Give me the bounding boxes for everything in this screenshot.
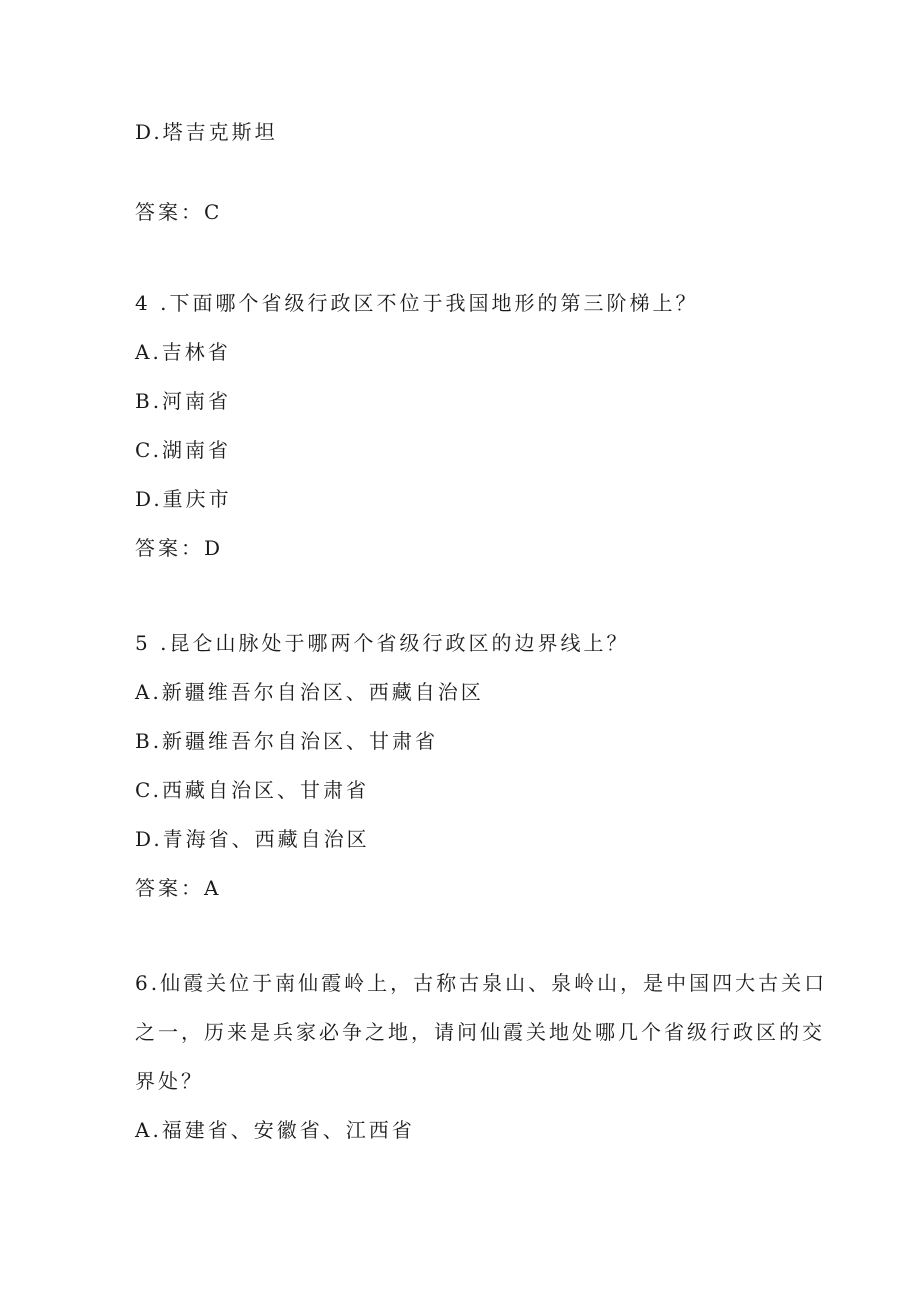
q5-option-d: D.青海省、西藏自治区 [135,827,370,851]
q3-answer: 答案：C [135,200,223,224]
q5-question: 5 .昆仑山脉处于哪两个省级行政区的边界线上？ [135,631,630,655]
q4-question: 4 .下面哪个省级行政区不位于我国地形的第三阶梯上？ [135,291,699,315]
q4-option-a: A.吉林省 [135,340,231,364]
q6-option-a: A.福建省、安徽省、江西省 [135,1118,415,1142]
q4-option-b: B.河南省 [135,389,232,413]
q6-question-line-2: 之一，历来是兵家必争之地，请问仙霞关地处哪几个省级行政区的交 [135,1020,825,1044]
q6-question-line-1: 6.仙霞关位于南仙霞岭上，古称古泉山、泉岭山，是中国四大古关口 [135,971,828,995]
q5-option-c: C.西藏自治区、甘肃省 [135,778,369,802]
q5-answer: 答案：A [135,876,222,900]
q3-option-d: D.塔吉克斯坦 [135,120,278,144]
q6-question-line-3: 界处？ [135,1069,204,1093]
q5-option-b: B.新疆维吾尔自治区、甘肃省 [135,729,439,753]
q5-option-a: A.新疆维吾尔自治区、西藏自治区 [135,680,484,704]
q4-answer: 答案：D [135,536,224,560]
q4-option-d: D.重庆市 [135,487,232,511]
q4-option-c: C.湖南省 [135,438,231,462]
